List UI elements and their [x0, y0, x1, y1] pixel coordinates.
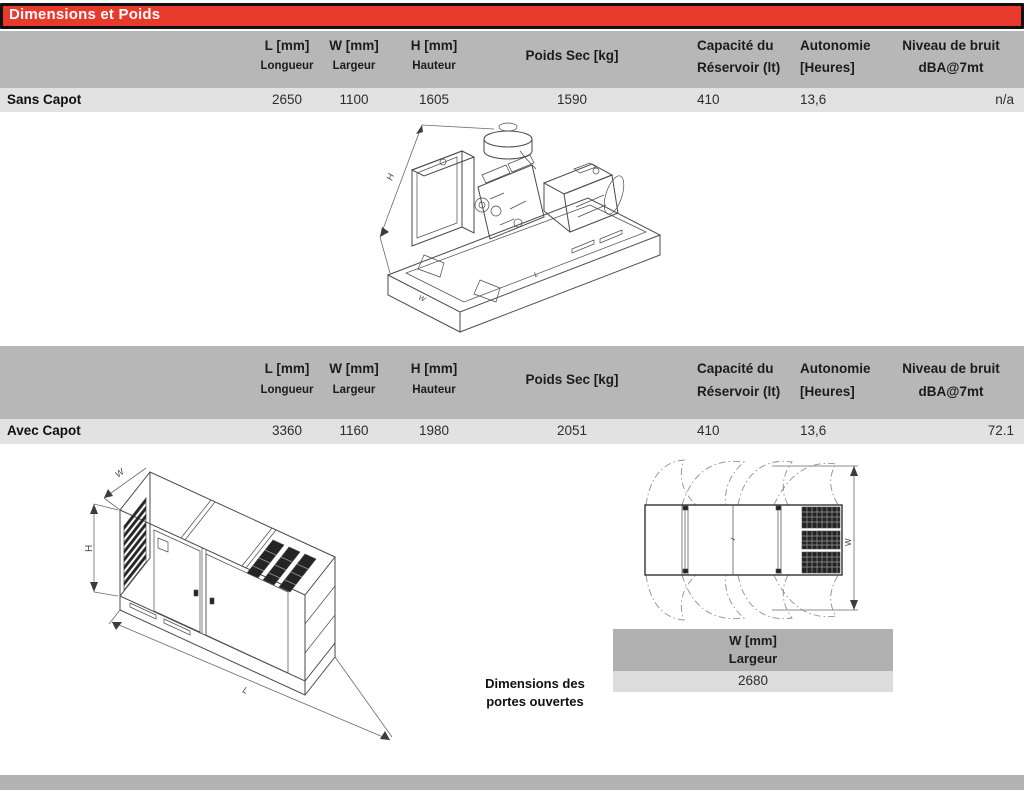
- doors-open-caption-line1: Dimensions des: [485, 676, 585, 691]
- col-length-subheader: Longueur: [260, 60, 314, 72]
- col-height-subheader: Hauteur: [412, 384, 456, 396]
- col-autonomy-header: Autonomie: [800, 361, 871, 376]
- value-dryweight: 1590: [556, 92, 588, 107]
- col-dryweight-header: Poids Sec [kg]: [525, 372, 619, 387]
- col-dryweight-header: Poids Sec [kg]: [525, 48, 619, 63]
- value-height: 1605: [418, 92, 450, 107]
- dim-w-label: W: [844, 538, 853, 546]
- value-tank: 410: [697, 423, 720, 438]
- col-noise-header: Niveau de bruit: [902, 38, 1000, 53]
- value-width: 1100: [339, 92, 369, 107]
- value-noise: n/a: [995, 92, 1014, 107]
- col-width-subheader: Largeur: [332, 384, 376, 396]
- footer-bar: [0, 775, 1024, 790]
- col-tank-subheader: Réservoir (lt): [697, 384, 781, 399]
- open-genset-drawing: [360, 115, 670, 335]
- dim-h-label: H: [384, 172, 397, 182]
- doors-open-caption-line2: portes ouvertes: [486, 694, 584, 709]
- doors-open-caption: [462, 675, 608, 711]
- col-height-header: H [mm]: [410, 361, 458, 376]
- col-tank-header: Capacité du: [697, 361, 774, 376]
- col-height-subheader: Hauteur: [412, 60, 456, 72]
- dim-w-label: W: [113, 466, 126, 480]
- value-autonomy: 13,6: [800, 92, 827, 107]
- col-tank-subheader: Réservoir (lt): [697, 60, 781, 75]
- value-autonomy: 13,6: [800, 423, 827, 438]
- doors-width-value: 2680: [613, 671, 893, 692]
- doors-open-topview-drawing: [638, 452, 878, 627]
- value-tank: 410: [697, 92, 720, 107]
- table-sans-capot-row: [0, 88, 1024, 112]
- col-width-header: W [mm]: [329, 361, 379, 376]
- value-dryweight: 2051: [556, 423, 588, 438]
- dim-h-label: H: [84, 544, 95, 552]
- doors-width-table: [613, 629, 893, 692]
- dim-l-label: L: [241, 684, 250, 696]
- section-title-bar: [0, 3, 1024, 29]
- col-length-header: L [mm]: [264, 361, 310, 376]
- doors-width-table-header: [613, 629, 893, 671]
- value-noise: 72.1: [987, 423, 1014, 438]
- col-length-subheader: Longueur: [260, 384, 314, 396]
- col-noise-subheader: dBA@7mt: [918, 384, 984, 399]
- col-tank-header: Capacité du: [697, 38, 774, 53]
- col-height-header: H [mm]: [410, 38, 458, 53]
- dim-w-label: W: [417, 294, 427, 304]
- value-length: 3360: [271, 423, 303, 438]
- col-autonomy-header: Autonomie: [800, 38, 871, 53]
- col-noise-header: Niveau de bruit: [902, 361, 1000, 376]
- col-noise-subheader: dBA@7mt: [918, 60, 984, 75]
- value-height: 1980: [418, 423, 450, 438]
- value-width: 1160: [339, 423, 369, 438]
- col-autonomy-subheader: [Heures]: [800, 384, 855, 399]
- table-sans-capot-header: [0, 31, 1024, 88]
- doors-width-subheader: Largeur: [728, 651, 778, 666]
- table-avec-capot-row: [0, 419, 1024, 444]
- col-width-header: W [mm]: [329, 38, 379, 53]
- row-label: Sans Capot: [7, 92, 82, 107]
- section-title: Dimensions et Poids: [9, 6, 161, 23]
- col-autonomy-subheader: [Heures]: [800, 60, 855, 75]
- doors-width-header: W [mm]: [729, 633, 777, 648]
- table-avec-capot-header: [0, 346, 1024, 419]
- canopy-genset-drawing: [82, 452, 402, 747]
- col-width-subheader: Largeur: [332, 60, 376, 72]
- row-label: Avec Capot: [7, 423, 81, 438]
- value-length: 2650: [271, 92, 303, 107]
- col-length-header: L [mm]: [264, 38, 310, 53]
- dim-l-label: L: [533, 270, 540, 279]
